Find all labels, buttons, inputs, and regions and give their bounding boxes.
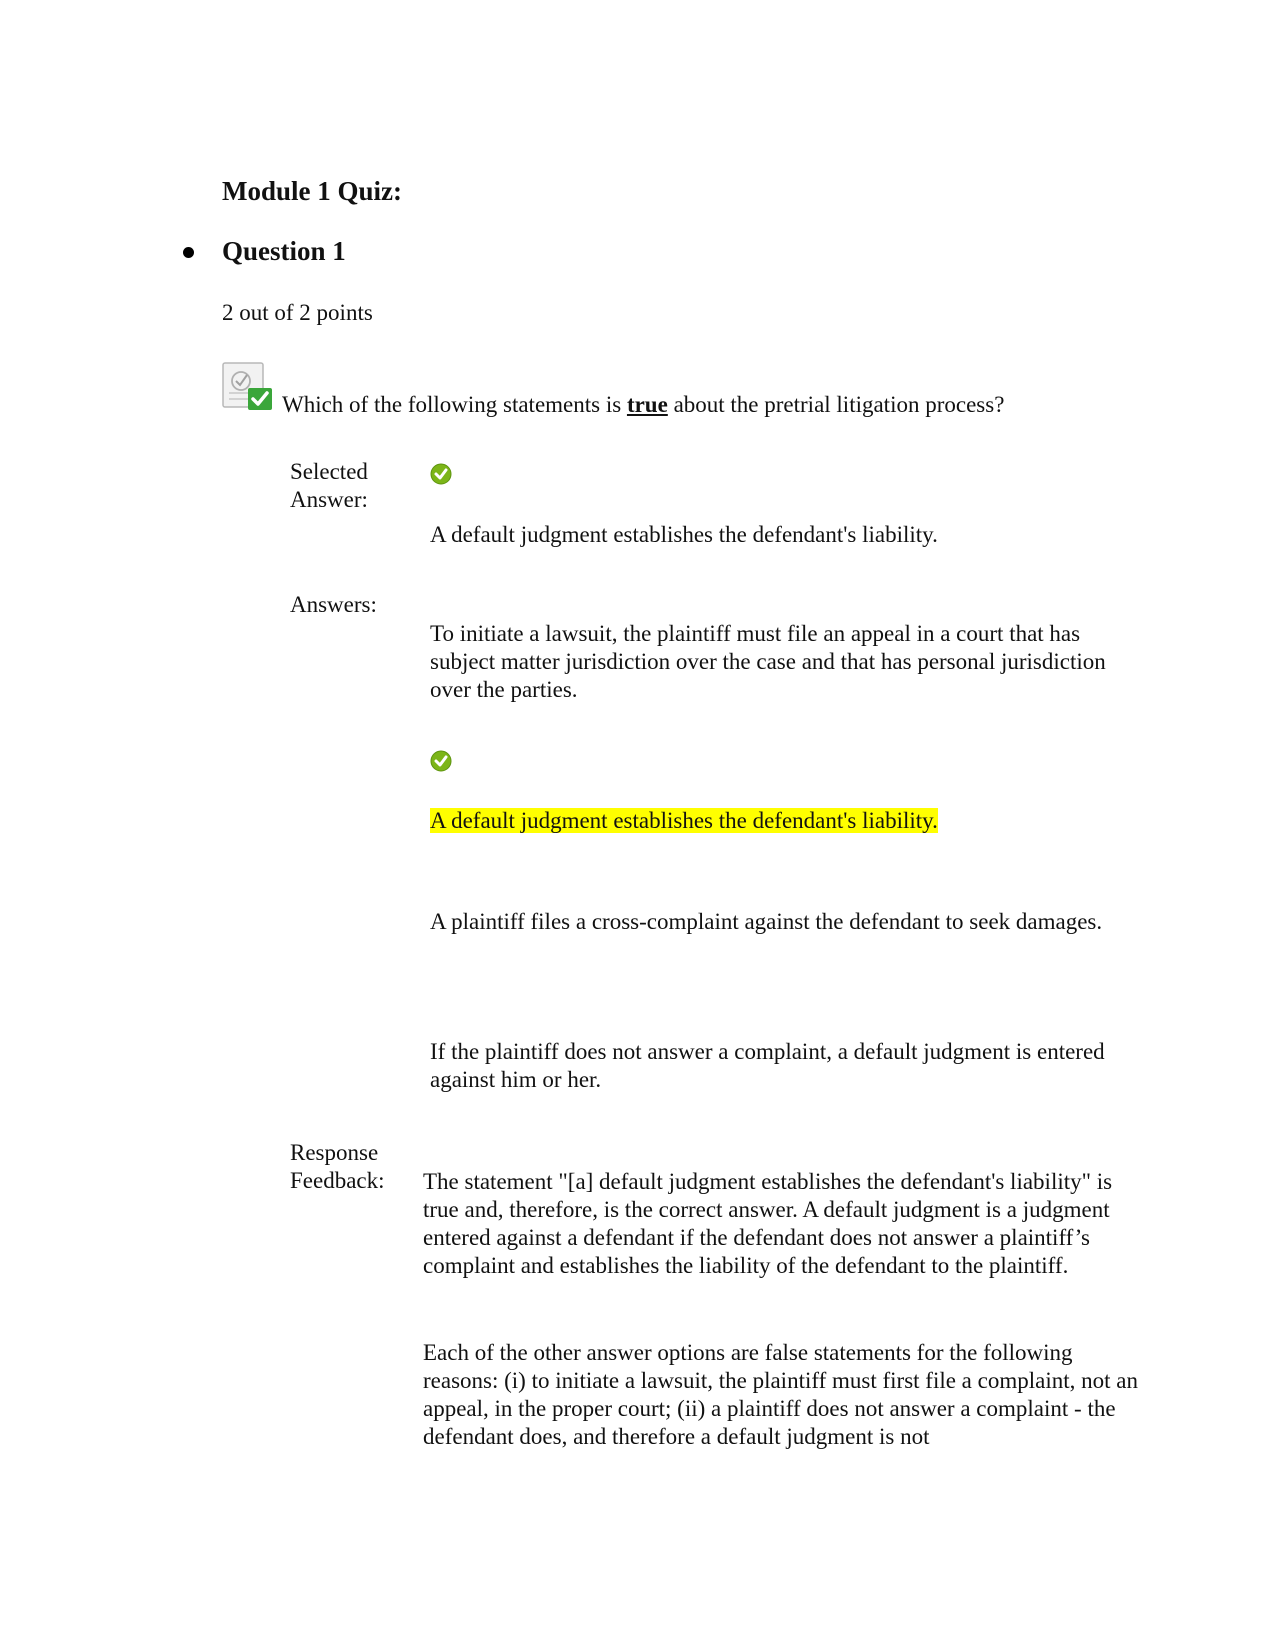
label-line: Answer: xyxy=(290,487,368,512)
question-text-emphasis: true xyxy=(626,392,668,417)
answer-option: To initiate a lawsuit, the plaintiff must file an appeal in a court that has subject matter jurisdiction over the case and that has personal jurisdiction over the parties. xyxy=(430,621,1106,702)
label-line: Selected xyxy=(290,459,368,484)
answer-option-correct xyxy=(430,807,938,835)
feedback-paragraph: Each of the other answer options are false statements for the following reasons: (i) to initiate a lawsuit, the plaintiff must first file a complaint, not an appeal, in the proper court; (ii) a plaintiff does not answer a complaint - the defendant does, and therefore a default judgment is not xyxy=(423,1340,1138,1449)
label-line: Feedback: xyxy=(290,1168,385,1193)
correct-answer-highlight: A default judgment establishes the defendant's liability. xyxy=(430,808,938,833)
response-feedback-label xyxy=(290,1139,410,1195)
selected-answer-text: A default judgment establishes the defendant's liability. xyxy=(430,522,938,547)
correct-question-icon xyxy=(222,362,274,414)
correct-check-icon xyxy=(430,750,452,772)
bullet-icon xyxy=(183,247,194,258)
answer-option: A plaintiff files a cross-complaint against the defendant to seek damages. xyxy=(430,909,1103,934)
answer-option: If the plaintiff does not answer a complaint, a default judgment is entered against him or her. xyxy=(430,1039,1105,1092)
label-line: Response xyxy=(290,1140,379,1165)
correct-check-icon xyxy=(430,463,452,485)
question-heading: Question 1 xyxy=(222,236,346,266)
question-text-part: about the pretrial litigation process? xyxy=(667,392,1005,417)
quiz-title: Module 1 Quiz: xyxy=(222,176,402,206)
question-text xyxy=(282,392,1004,418)
question-text-part: Which of the following statements is xyxy=(282,392,627,417)
selected-answer-label xyxy=(290,458,410,514)
question-points: 2 out of 2 points xyxy=(222,300,373,325)
feedback-paragraph: The statement "[a] default judgment establishes the defendant's liability" is true and, therefore, is the correct answer. A default judgment is a judgment entered against a defendant if the defendant does not answer a plaintiff’s complaint and establishes the liability of the defendant to the plaintiff. xyxy=(423,1169,1113,1278)
answers-label: Answers: xyxy=(290,592,377,617)
